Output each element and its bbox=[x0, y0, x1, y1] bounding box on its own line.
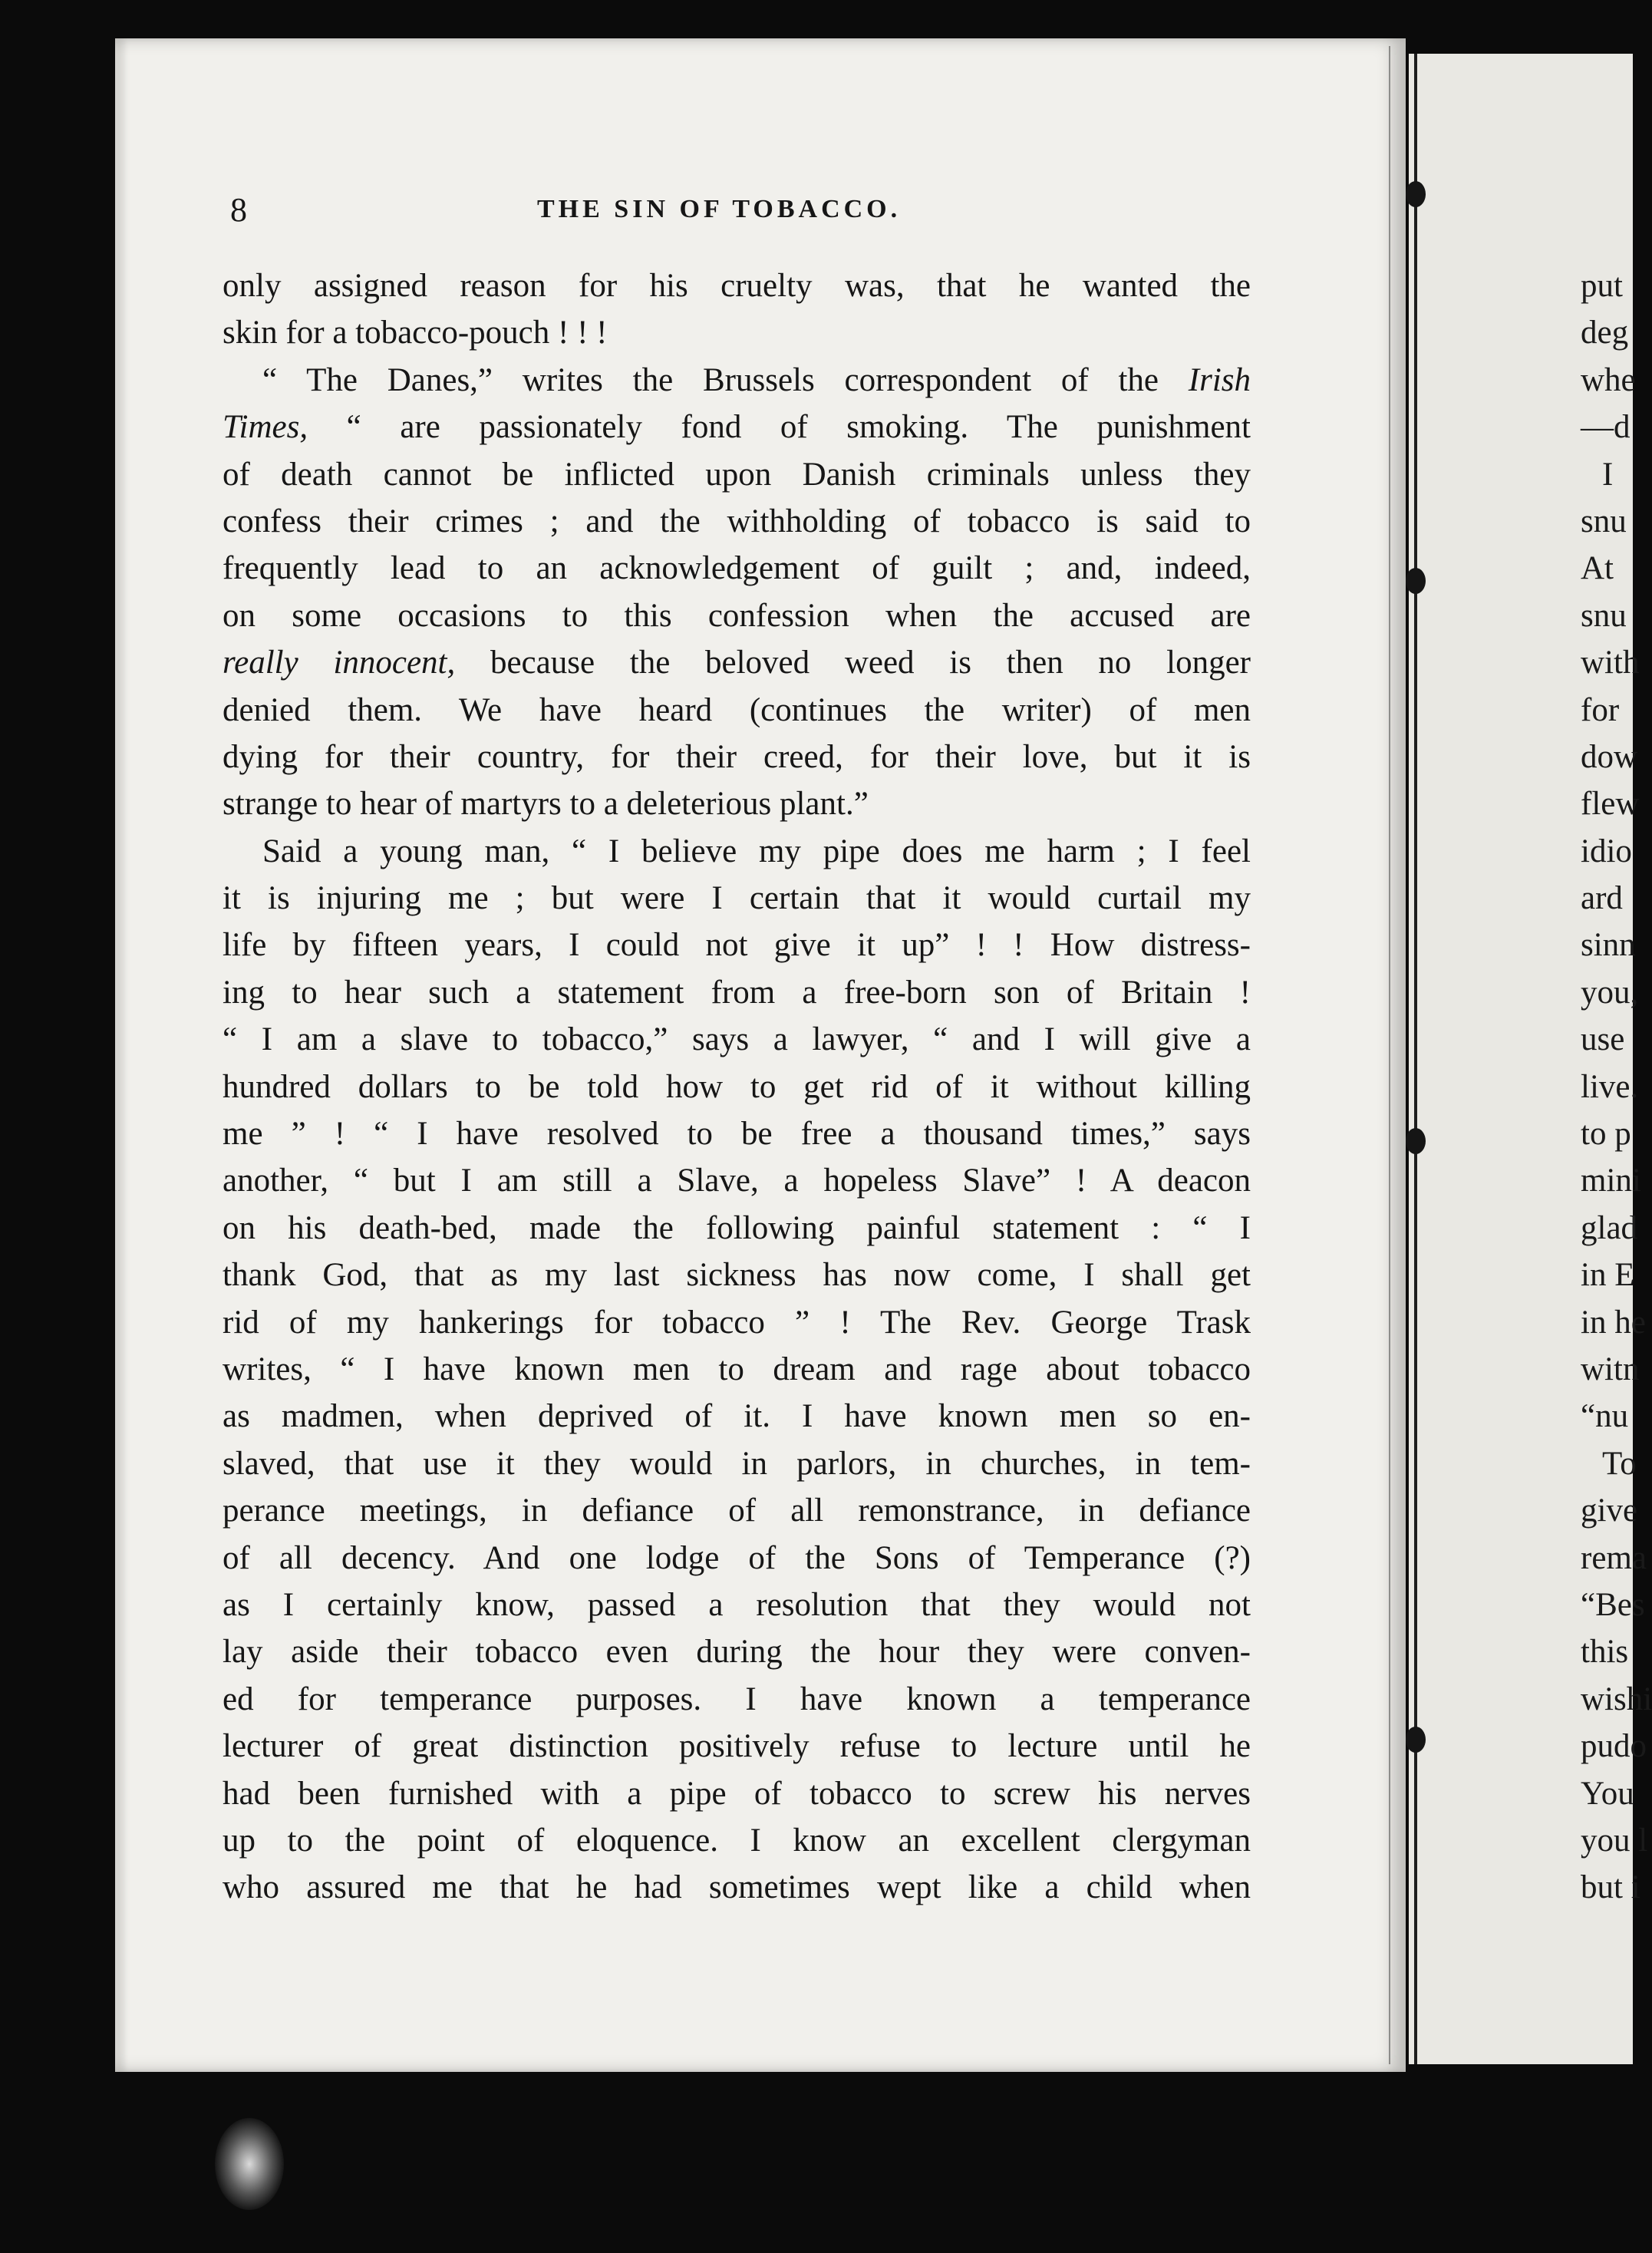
facing-page-fragment: to p bbox=[1581, 1116, 1631, 1153]
text-line: only assigned reason for his cruelty was, that he wanted the bbox=[223, 268, 1251, 304]
page-edge-line bbox=[1389, 46, 1390, 2064]
facing-page-fragment: snu bbox=[1581, 503, 1627, 539]
binding-stitch bbox=[1406, 181, 1426, 207]
facing-page-fragment: you, bbox=[1581, 974, 1639, 1011]
text-line: on his death-bed, made the following painful statement : “ I bbox=[223, 1209, 1251, 1246]
text-line: Said a young man, “ I believe my pipe does me harm ; I feel bbox=[262, 833, 1251, 869]
text-line: “ The Danes,” writes the Brussels correspondent of the Irish bbox=[262, 361, 1251, 398]
text-line: as madmen, when deprived of it. I have known men so en- bbox=[223, 1398, 1251, 1435]
page-number: 8 bbox=[230, 191, 247, 229]
facing-page-fragment: “nu bbox=[1581, 1398, 1629, 1435]
facing-page-fragment: —d bbox=[1581, 409, 1631, 446]
text-line: on some occasions to this confession when the accused are bbox=[223, 597, 1251, 634]
facing-page-text bbox=[1581, 262, 1652, 1912]
facing-page-fragment: sinn bbox=[1581, 927, 1636, 964]
facing-page-fragment: ard bbox=[1581, 880, 1623, 917]
facing-page-fragment: use bbox=[1581, 1021, 1625, 1058]
text-line: hundred dollars to be told how to get rid of it without killing bbox=[223, 1068, 1251, 1105]
facing-page-fragment: in he bbox=[1581, 1304, 1646, 1341]
facing-page-fragment: in E bbox=[1581, 1257, 1635, 1294]
text-line: really innocent, because the beloved weed is then no longer bbox=[223, 645, 1251, 681]
text-line: confess their crimes ; and the withholding of tobacco is said to bbox=[223, 503, 1251, 539]
scan-smudge bbox=[215, 2118, 284, 2210]
text-line: denied them. We have heard (continues the writer) of men bbox=[223, 691, 1251, 728]
text-line: ing to hear such a statement from a free-born son of Britain ! bbox=[223, 974, 1251, 1011]
page-header bbox=[230, 190, 1243, 236]
text-line: perance meetings, in defiance of all remonstrance, in defiance bbox=[223, 1493, 1251, 1529]
facing-page-fragment: witn bbox=[1581, 1351, 1640, 1387]
text-line: another, “ but I am still a Slave, a hopeless Slave” ! A deacon bbox=[223, 1163, 1251, 1199]
facing-page-fragment: with bbox=[1581, 645, 1640, 681]
binding-stitch bbox=[1406, 568, 1426, 594]
facing-page-fragment: dow bbox=[1581, 738, 1638, 775]
book-gutter bbox=[1414, 54, 1417, 2064]
text-line: of all decency. And one lodge of the Sons of Temperance (?) bbox=[223, 1539, 1251, 1576]
text-line: thank God, that as my last sickness has now come, I shall get bbox=[223, 1257, 1251, 1294]
facing-page-fragment: this bbox=[1581, 1634, 1629, 1671]
facing-page-fragment: wishi bbox=[1581, 1681, 1652, 1717]
text-line: lecturer of great distinction positively refuse to lecture until he bbox=[223, 1728, 1251, 1765]
body-text bbox=[223, 262, 1251, 1912]
text-line: me ” ! “ I have resolved to be free a thousand times,” says bbox=[223, 1116, 1251, 1153]
text-line: rid of my hankerings for tobacco ” ! The Rev. George Trask bbox=[223, 1304, 1251, 1341]
facing-page-fragment: whe bbox=[1581, 361, 1636, 398]
text-line: of death cannot be inflicted upon Danish criminals unless they bbox=[223, 456, 1251, 493]
facing-page-fragment: mini bbox=[1581, 1163, 1641, 1199]
facing-page-fragment: idio bbox=[1581, 833, 1632, 869]
facing-page-fragment: you l bbox=[1581, 1822, 1648, 1859]
facing-page-fragment: live. bbox=[1581, 1068, 1639, 1105]
facing-page-fragment: I bbox=[1602, 456, 1614, 493]
facing-page-fragment: glad bbox=[1581, 1209, 1638, 1246]
text-line: who assured me that he had sometimes wept like a child when bbox=[223, 1869, 1251, 1906]
text-line: skin for a tobacco-pouch ! ! ! bbox=[223, 315, 608, 351]
facing-page-fragment: To bbox=[1602, 1445, 1637, 1482]
text-line: frequently lead to an acknowledgement of guilt ; and, indeed, bbox=[223, 550, 1251, 587]
text-line: had been furnished with a pipe of tobacco to screw his nerves bbox=[223, 1775, 1251, 1812]
binding-stitch bbox=[1406, 1727, 1426, 1753]
text-line: lay aside their tobacco even during the hour they were conven- bbox=[223, 1634, 1251, 1671]
text-line: ed for temperance purposes. I have known a temperance bbox=[223, 1681, 1251, 1717]
facing-page-fragment: “Bes bbox=[1581, 1586, 1645, 1623]
facing-page-fragment: snu bbox=[1581, 597, 1627, 634]
facing-page-fragment: put bbox=[1581, 268, 1623, 304]
text-line: life by fifteen years, I could not give it up” ! ! How distress- bbox=[223, 927, 1251, 964]
text-line: strange to hear of martyrs to a deleterious plant.” bbox=[223, 786, 869, 823]
facing-page-fragment: At bbox=[1581, 550, 1614, 587]
running-head: THE SIN OF TOBACCO. bbox=[537, 195, 902, 223]
binding-stitch bbox=[1406, 1128, 1426, 1154]
text-line: writes, “ I have known men to dream and rage about tobacco bbox=[223, 1351, 1251, 1387]
facing-page-fragment: deg bbox=[1581, 315, 1629, 351]
facing-page-fragment: pudo bbox=[1581, 1728, 1647, 1765]
facing-page-fragment: for bbox=[1581, 691, 1620, 728]
text-line: Times, “ are passionately fond of smoking. The punishment bbox=[223, 409, 1251, 446]
facing-page-fragment: but i bbox=[1581, 1869, 1640, 1906]
text-line: as I certainly know, passed a resolution that they would not bbox=[223, 1586, 1251, 1623]
facing-page-fragment: rema bbox=[1581, 1539, 1647, 1576]
text-line: “ I am a slave to tobacco,” says a lawyer, “ and I will give a bbox=[223, 1021, 1251, 1058]
text-line: slaved, that use it they would in parlors, in churches, in tem- bbox=[223, 1445, 1251, 1482]
text-line: dying for their country, for their creed, for their love, but it is bbox=[223, 738, 1251, 775]
text-line: it is injuring me ; but were I certain that it would curtail my bbox=[223, 880, 1251, 917]
facing-page-fragment: give bbox=[1581, 1493, 1638, 1529]
facing-page-fragment: flew bbox=[1581, 786, 1640, 823]
text-line: up to the point of eloquence. I know an excellent clergyman bbox=[223, 1822, 1251, 1859]
facing-page-fragment: You bbox=[1581, 1775, 1634, 1812]
